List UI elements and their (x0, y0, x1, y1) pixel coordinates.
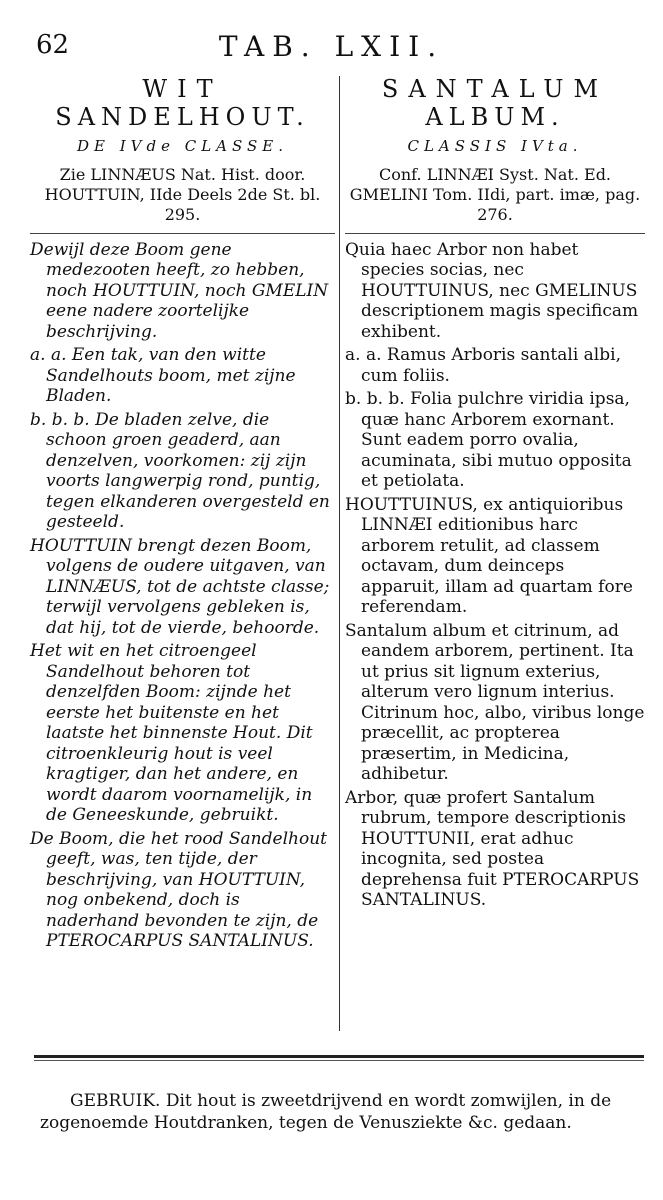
latin-paragraph: Santalum album et citrinum, ad eandem arborem, pertinent. Ita ut prius sit lignum exterius, alterum vero lignum interius. Citrinum hoc, albo, viribus longe præcellit, ac propterea præsertim, in Medicina, adhibetur. (345, 620, 645, 784)
dutch-column (30, 76, 335, 955)
page-header (0, 30, 663, 70)
latin-paragraph: b. b. b. Folia pulchre viridia ipsa, quæ hanc Arborem exornant. Sunt eadem porro ovalia, acuminata, sibi mutuo opposita et petiolata. (345, 389, 632, 491)
dutch-paragraph: b. b. b. De bladen zelve, die schoon groen geaderd, aan denzelven, voorkomen: zij zijn voorts langwerpig rond, puntig, tegen elkanderen overgesteld en gesteeld. (30, 409, 330, 532)
dutch-paragraph: Het wit en het citroengeel Sandelhout behoren tot denzelfden Boom: zijnde het eerste het buitenste en het laatste het binnenste Hout. Dit citroenkleurig hout is veel kragtiger, dan het andere, en wordt daarom voornamelijk, in de Geneeskunde, gebruikt. (30, 641, 313, 825)
latin-paragraph: HOUTTUINUS, ex antiquioribus LINNÆI editionibus harc arborem retulit, ad classem octavam, dum deinceps apparuit, illam ad quartam fore referendam. (345, 494, 633, 617)
dutch-paragraph: Dewijl deze Boom gene medezooten heeft, zo hebben, noch HOUTTUIN, noch GMELIN eene nadere zoortelijke beschrijving. (30, 239, 329, 342)
footer-rule (34, 1055, 644, 1058)
dutch-paragraph: a. a. Een tak, van den witte Sandelhouts boom, met zijne Bladen. (30, 345, 296, 406)
latin-divider (345, 233, 645, 234)
dutch-class-label: DE IVde CLASSE. (76, 137, 289, 155)
latin-paragraph: Quia haec Arbor non habet species socias, nec HOUTTUINUS, nec GMELINUS descriptionem magis specificam exhibent. (345, 239, 639, 342)
dutch-title-line1: WIT (142, 75, 223, 103)
dutch-title-line2: SANDELHOUT. (55, 103, 310, 131)
dutch-paragraph: HOUTTUIN brengt dezen Boom, volgens de oudere uitgaven, van LINNÆUS, tot de achtste classe; terwijl vervolgens gebleken is, dat hij, tot de vierde, behoorde. (30, 535, 330, 638)
latin-column (345, 76, 645, 914)
latin-paragraph: Arbor, quæ profert Santalum rubrum, tempore descriptionis HOUTTUNII, erat adhuc incognita, sed postea deprehensa fuit PTEROCARPUS SANTALINUS. (345, 787, 640, 910)
usage-note: GEBRUIK. Dit hout is zweetdrijvend en wordt zomwijlen, in de zogenoemde Houtdranken, tegen de Venusziekte &c. gedaan. (40, 1091, 612, 1133)
dutch-reference: Zie LINNÆUS Nat. Hist. door. HOUTTUIN, IIde Deels 2de St. bl. 295. (44, 164, 321, 224)
latin-title-line2: ALBUM. (425, 103, 565, 131)
plate-title: TAB. LXII. (218, 30, 445, 63)
latin-class-label: CLASSIS IVta. (407, 137, 583, 155)
dutch-divider (30, 233, 335, 234)
footer-rule-thin (34, 1060, 644, 1061)
latin-reference: Conf. LINNÆI Syst. Nat. Ed. GMELINI Tom. IIdi, part. imæ, pag. 276. (349, 164, 641, 224)
dutch-paragraph: De Boom, die het rood Sandelhout geeft, was, ten tijde, der beschrijving, van HOUTTUIN, nog onbekend, doch is naderhand bevonden te zijn, de PTEROCARPUS SANTALINUS. (30, 828, 327, 951)
column-divider (339, 76, 340, 1031)
latin-paragraph: a. a. Ramus Arboris santali albi, cum foliis. (345, 345, 621, 386)
page-number: 62 (36, 30, 70, 60)
latin-title-line1: SANTALUM (381, 75, 609, 103)
